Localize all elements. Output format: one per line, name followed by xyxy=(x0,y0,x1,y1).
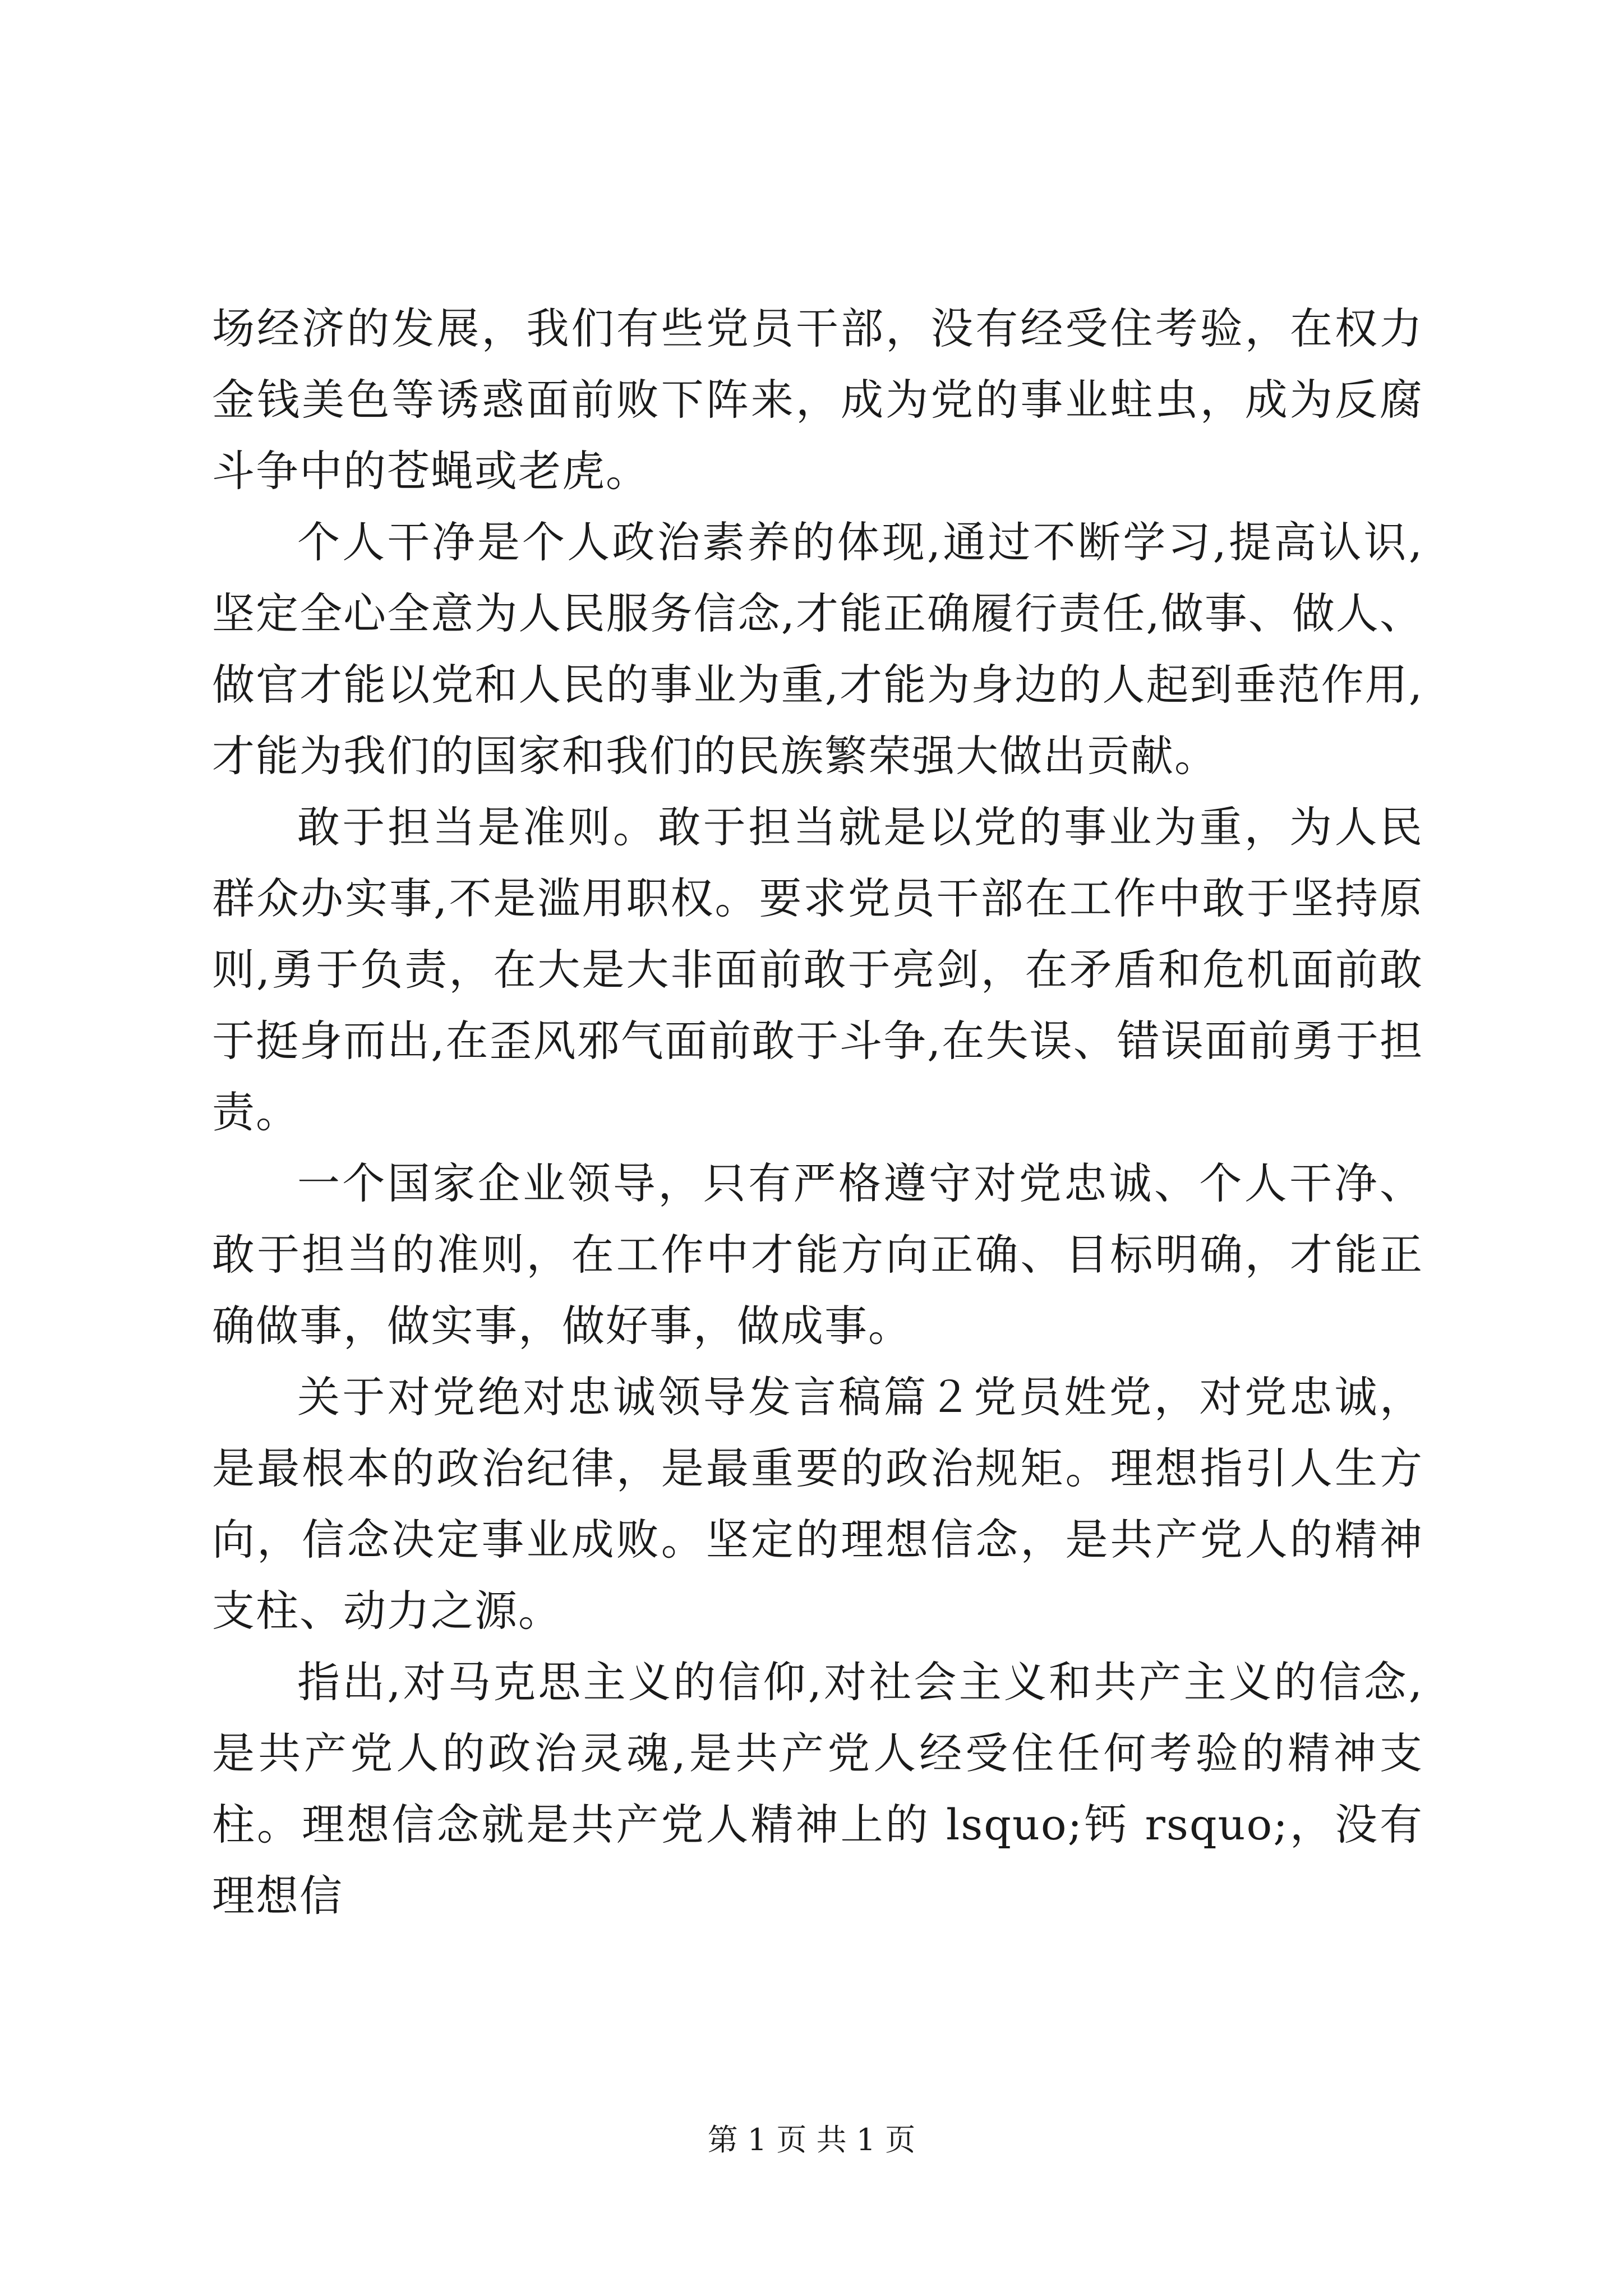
body-text xyxy=(212,293,1423,1931)
page-number-footer: 第 1 页 共 1 页 xyxy=(707,2122,916,2157)
paragraph-3: 敢于担当是准则。敢于担当就是以党的事业为重，为人民群众办实事,不是滥用职权。要求党员干部在工作中敢于坚持原则,勇于负责，在大是大非面前敢于亮剑，在矛盾和危机面前敢于挺身而出,在歪风邪气面前敢于斗争,在失误、错误面前勇于担责。 xyxy=(212,802,1423,1137)
paragraph-4: 一个国家企业领导，只有严格遵守对党忠诚、个人干净、敢于担当的准则，在工作中才能方向正确、目标明确，才能正确做事，做实事，做好事，做成事。 xyxy=(212,1158,1423,1351)
paragraph-1: 场经济的发展，我们有些党员干部，没有经受住考验，在权力金钱美色等诱惑面前败下阵来，成为党的事业蛀虫，成为反腐斗争中的苍蝇或老虎。 xyxy=(212,303,1423,496)
paragraph-6: 指出,对马克思主义的信仰,对社会主义和共产主义的信念,是共产党人的政治灵魂,是共产党人经受住任何考验的精神支柱。理想信念就是共产党人精神上的 lsquo;钙 rsquo;，没有理想信 xyxy=(212,1657,1423,1921)
paragraph-2: 个人干净是个人政治素养的体现,通过不断学习,提高认识,坚定全心全意为人民服务信念,才能正确履行责任,做事、做人、做官才能以党和人民的事业为重,才能为身边的人起到垂范作用,才能为我们的国家和我们的民族繁荣强大做出贡献。 xyxy=(212,517,1423,781)
paragraph-5: 关于对党绝对忠诚领导发言稿篇２党员姓党，对党忠诚，是最根本的政治纪律，是最重要的政治规矩。理想指引人生方向，信念决定事业成败。坚定的理想信念，是共产党人的精神支柱、动力之源。 xyxy=(212,1372,1423,1636)
